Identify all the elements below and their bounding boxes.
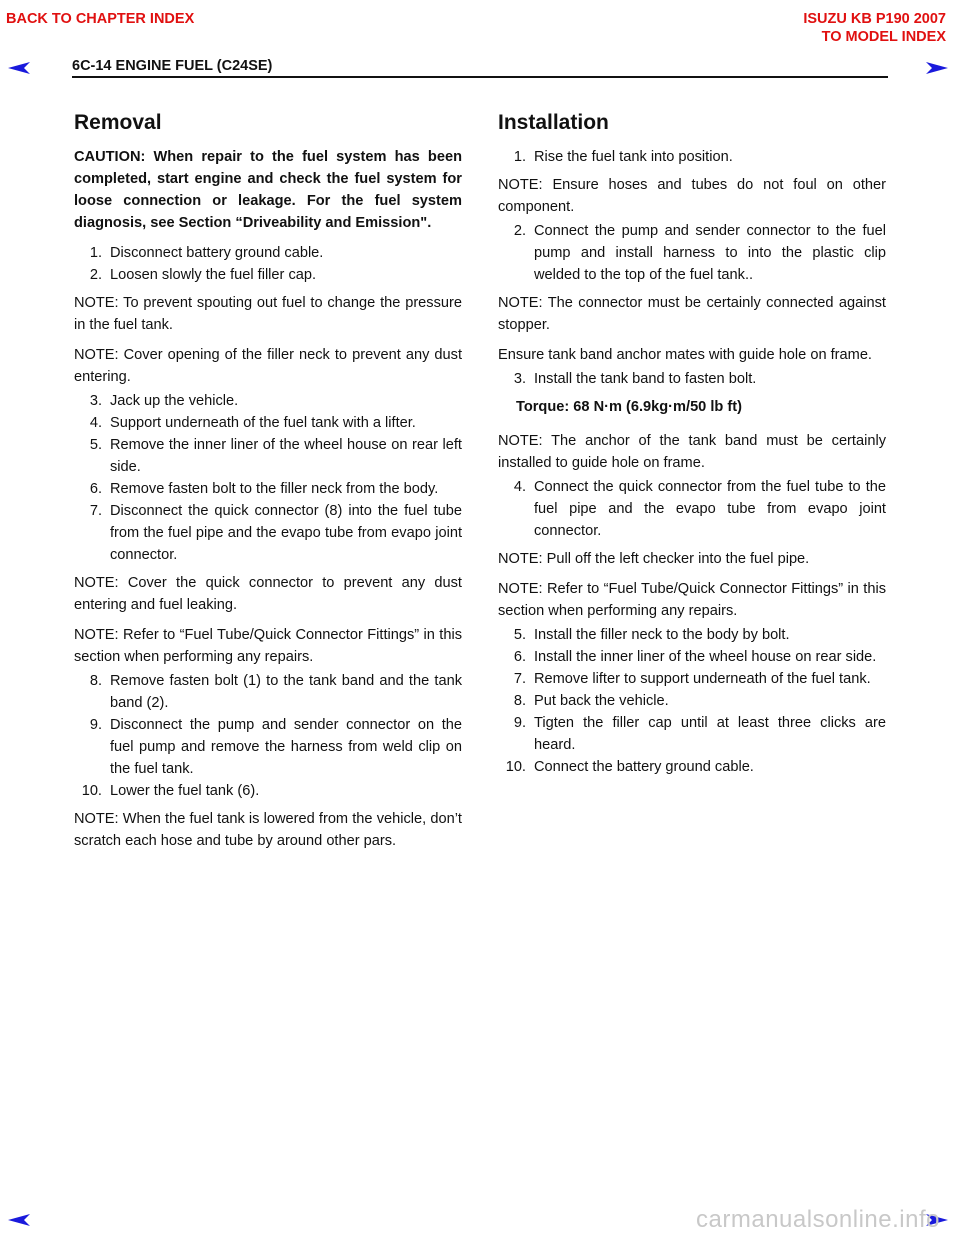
previous-page-arrow-bottom-icon[interactable] [6,1212,32,1228]
step-item [498,368,886,390]
page-header-title: 6C-14 ENGINE FUEL (C24SE) [72,58,273,74]
step-item [74,242,462,264]
removal-heading: Removal [74,111,162,134]
step-text: Remove the inner liner of the wheel house on rear left side. [110,437,462,475]
step-number: 5. [513,627,526,643]
step-item [498,712,886,756]
step-number: 9. [89,717,102,733]
step-item [74,500,462,566]
step-item [74,264,462,286]
installation-steps-d [498,476,886,542]
installation-steps-e [498,624,886,778]
step-text: Remove fasten bolt to the filler neck from the body. [110,481,439,497]
step-text: Jack up the vehicle. [110,393,239,409]
installation-note-1: NOTE: Ensure hoses and tubes do not foul on other component. [498,177,886,215]
installation-note-6: NOTE: Refer to “Fuel Tube/Quick Connector Fittings” in this section when performing any repairs. [498,581,886,619]
step-text: Remove fasten bolt (1) to the tank band and the tank band (2). [110,673,462,711]
torque-spec: Torque: 68 N·m (6.9kg·m/50 lb ft) [516,399,742,415]
step-text: Connect the quick connector from the fuel tube to the fuel pipe and the evapo tube from evapo joint connector. [534,479,886,539]
step-number: 2. [89,267,102,283]
step-item [74,478,462,500]
step-number: 6. [89,481,102,497]
removal-steps-a [74,242,462,286]
step-number: 1. [89,245,102,261]
step-item [498,476,886,542]
step-item [74,412,462,434]
step-text: Install the filler neck to the body by bolt. [534,627,790,643]
step-text: Support underneath of the fuel tank with a lifter. [110,415,416,431]
step-number: 2. [513,223,526,239]
watermark: carmanualsonline.info [696,1206,940,1233]
to-model-index-link[interactable]: TO MODEL INDEX [821,29,946,45]
installation-note-2: NOTE: The connector must be certainly connected against stopper. [498,295,886,333]
step-text: Put back the vehicle. [534,693,669,709]
step-number: 1. [513,149,526,165]
installation-note-3: Ensure tank band anchor mates with guide hole on frame. [498,347,872,363]
removal-steps-c [74,670,462,802]
step-text: Install the tank band to fasten bolt. [534,371,757,387]
removal-section [74,108,462,860]
step-item [74,670,462,714]
removal-note-2: NOTE: Cover opening of the filler neck to prevent any dust entering. [74,347,462,385]
removal-note-4: NOTE: Refer to “Fuel Tube/Quick Connector Fittings” in this section when performing any repairs. [74,627,462,665]
back-to-chapter-index-link[interactable]: BACK TO CHAPTER INDEX [6,11,195,27]
caution-text: CAUTION: When repair to the fuel system has been completed, start engine and check the fuel system for loose connection or leakage. For the fuel system diagnosis, see Section “Driveability and Emission". [74,149,462,231]
step-text: Disconnect the pump and sender connector on the fuel pump and remove the harness from weld clip on the fuel tank. [110,717,462,777]
step-text: Disconnect the quick connector (8) into the fuel tube from the fuel pipe and the evapo tube from evapo joint connector. [110,503,462,563]
previous-page-arrow-icon[interactable] [6,60,32,76]
step-number: 4. [89,415,102,431]
model-title-link[interactable]: ISUZU KB P190 2007 [803,11,946,27]
step-number: 5. [89,437,102,453]
removal-note-1: NOTE: To prevent spouting out fuel to change the pressure in the fuel tank. [74,295,462,333]
step-number: 3. [513,371,526,387]
installation-section [498,108,886,784]
step-item [498,220,886,286]
step-item [498,668,886,690]
step-number: 7. [89,503,102,519]
header-divider [72,76,888,78]
step-item [498,646,886,668]
step-number: 4. [513,479,526,495]
step-text: Connect the pump and sender connector to the fuel pump and install harness to into the plastic clip welded to the top of the fuel tank.. [534,223,886,283]
step-number: 8. [513,693,526,709]
installation-note-5: NOTE: Pull off the left checker into the fuel pipe. [498,551,810,567]
step-item [498,690,886,712]
step-number: 10. [505,759,526,775]
installation-note-4: NOTE: The anchor of the tank band must be certainly installed to guide hole on frame. [498,433,886,471]
step-item [498,624,886,646]
step-item [74,714,462,780]
step-text: Rise the fuel tank into position. [534,149,733,165]
step-number: 6. [513,649,526,665]
step-text: Remove lifter to support underneath of the fuel tank. [534,671,871,687]
step-text: Lower the fuel tank (6). [110,783,260,799]
step-number: 7. [513,671,526,687]
step-number: 3. [89,393,102,409]
step-number: 10. [81,783,102,799]
step-item [498,146,886,168]
step-text: Connect the battery ground cable. [534,759,754,775]
step-number: 8. [89,673,102,689]
step-item [498,756,886,778]
step-number: 9. [513,715,526,731]
step-text: Tigten the filler cap until at least three clicks are heard. [534,715,886,753]
step-text: Loosen slowly the fuel filler cap. [110,267,317,283]
step-text: Install the inner liner of the wheel house on rear side. [534,649,877,665]
step-item [74,780,462,802]
removal-note-5: NOTE: When the fuel tank is lowered from the vehicle, don’t scratch each hose and tube by around other pars. [74,811,462,849]
removal-steps-b [74,390,462,566]
step-item [74,390,462,412]
next-page-arrow-icon[interactable] [924,60,950,76]
installation-steps-a [498,146,886,168]
step-item [74,434,462,478]
installation-heading: Installation [498,111,609,134]
installation-steps-b [498,220,886,286]
removal-note-3: NOTE: Cover the quick connector to prevent any dust entering and fuel leaking. [74,575,462,613]
step-text: Disconnect battery ground cable. [110,245,324,261]
installation-steps-c [498,368,886,390]
